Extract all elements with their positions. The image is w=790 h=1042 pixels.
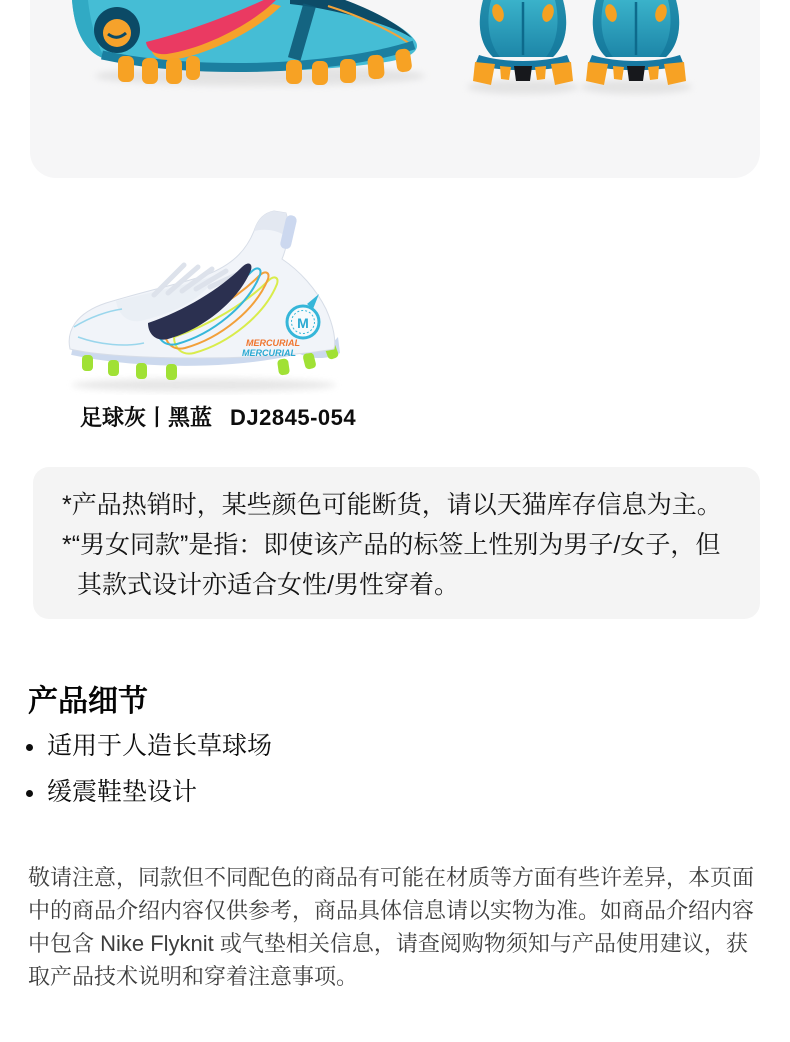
section-title-product-details: 产品细节 [28, 685, 148, 718]
style-code-label: DJ2845-054 [230, 405, 357, 430]
hero-product-photos [30, 0, 760, 178]
disclaimer-note-1: *产品热销时，某些颜色可能断货，请以天猫库存信息为主。 [62, 491, 722, 519]
mercurial-text-blue: MERCURIAL [242, 348, 296, 358]
details-bullet-list [0, 723, 790, 815]
mercurial-text-orange: MERCURIAL [246, 338, 300, 348]
notice-text: 敬请注意，同款但不同配色的商品有可能在材质等方面有些许差异，本页面中的商品介绍内容仅供参考，商品具体信息请以实物为准。如商品介绍内容中包含 Nike Flyknit 或气垫相关信息，请查阅购物须知与产品使用建议，获取产品技术说明和穿着注意事项。 [28, 865, 755, 989]
color-name-label: 足球灰丨黑蓝 [80, 405, 213, 430]
hero-image [30, 0, 760, 178]
rear-boot-right [580, 0, 692, 94]
list-item: • 缓震鞋垫设计 [47, 769, 790, 815]
badge-letter: M [297, 315, 309, 331]
variant-section [0, 178, 790, 431]
heel-badge-icon [94, 7, 140, 53]
rear-boots-illustration [467, 0, 692, 94]
side-boot-illustration [72, 0, 425, 86]
list-item: • 适用于人造长草球场 [47, 723, 790, 769]
disclaimer-box [33, 467, 760, 619]
variant-boot-image [56, 205, 356, 395]
variant-caption [80, 404, 790, 431]
rear-boot-left [467, 0, 579, 94]
disclaimer-note-2: *“男女同款”是指：即使该产品的标签上性别为男子/女子，但其款式设计亦适合女性/男性穿着。 [62, 531, 721, 599]
